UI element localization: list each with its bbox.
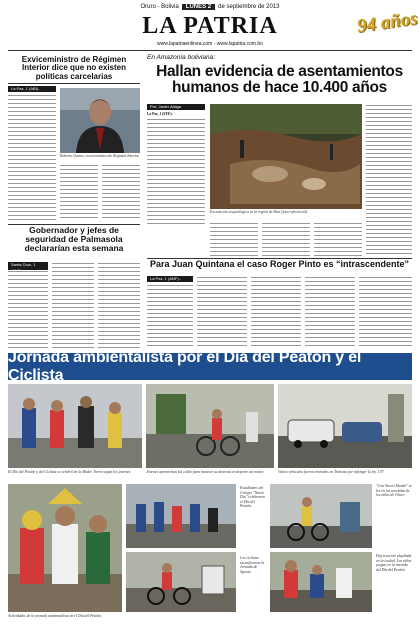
photo-caption-side-mid-bot: Los ciclistas escenificaron la Jornada de Agosto.: [240, 556, 265, 574]
main-column-2: [210, 222, 258, 256]
main-column-4: [314, 222, 362, 256]
city-label: Oruro - Bolivia: [140, 3, 179, 10]
main-byline: Por: Javier Aliaga: [147, 104, 205, 110]
article-left-top-headline-box: [8, 54, 140, 84]
article-left-top-headline[interactable]: Exviceministro de Régimen Interior dice que no existen políticas carcelarias: [21, 55, 127, 81]
para-juan-dateline: La Paz, 1 (ANF).-: [147, 276, 193, 282]
environmental-day-banner: [8, 348, 412, 384]
article-left-mid-column-1: [8, 270, 48, 348]
photo-parade-1: [8, 384, 142, 468]
para-juan-column-1: [147, 284, 193, 348]
para-juan-column-2: [197, 276, 247, 348]
masthead-rule: [8, 50, 412, 51]
photo-parade-3: [278, 384, 412, 468]
photo-parade-girls: [8, 384, 142, 468]
photo-caption-side-right-bot: Hay tracción alquilada en la ciudad. Los niños juegan en la avenida del Día del Peatón.: [376, 554, 412, 572]
photo-kids-playing: [270, 552, 372, 612]
photo-costumed-children: [8, 484, 122, 612]
article-left-top-column-3: [102, 164, 140, 220]
para-juan-column-3: [251, 276, 301, 348]
website-url[interactable]: www.lapatriaenlinea.com - www.lapatria.com.bo: [157, 41, 263, 47]
photo-roberto-quiroz: [60, 88, 140, 153]
article-left-top-photo-caption: Roberto Quiroz, exviceministro de Régimen Interior.: [60, 154, 140, 158]
article-left-top-dateline: La Paz, 1 (ABI).-: [8, 86, 56, 92]
left-mid-rule: [8, 224, 140, 225]
main-column-5: [366, 228, 412, 256]
main-column-right: [366, 104, 412, 226]
photo-parade-6: [270, 484, 372, 548]
article-left-mid-column-3: [98, 262, 140, 348]
photo-caption-bottom: Actividades de la jornada ambientalista en el Día del Peatón.: [8, 614, 102, 618]
newspaper-logo[interactable]: LA PATRIA: [142, 13, 278, 39]
main-kicker-box: [147, 54, 412, 64]
photo-caption-side-mid-top: Estudiantes del Colegio "Nuevo Día" celebraron el Día del Peatón.: [240, 486, 265, 509]
main-headline[interactable]: Hallan evidencia de asentamientos humanos de hace 10.400 años: [156, 64, 403, 97]
main-column-1: [147, 118, 205, 226]
masthead: [8, 13, 412, 47]
para-juan-column-4: [305, 276, 355, 348]
photo-street-cars: [278, 384, 412, 468]
date-day: LUNES 2: [182, 4, 215, 10]
para-juan-rule: [147, 258, 412, 259]
anniversary-badge: 94 años: [356, 7, 420, 38]
photo-parade-5: [126, 484, 236, 548]
photo-caption-1: El Día del Peatón y del Ciclista se celebró en la Madre Tierra según los jóvenes.: [8, 470, 132, 474]
main-kicker: En Amazonía boliviana:: [147, 54, 216, 61]
main-column-3: [262, 222, 310, 256]
date-rest: de septiembre de 2013: [218, 3, 280, 10]
article-left-top-column-2: [60, 164, 98, 220]
article-left-mid-headline[interactable]: Gobernador y jefes de seguridad de Palmasola declararían esta semana: [24, 226, 124, 253]
article-left-mid-headline-box: [8, 226, 140, 260]
photo-students-march: [126, 484, 236, 548]
main-photo-caption: Excavación arqueológica en la región de Beni (foto referencial).: [210, 210, 309, 214]
main-dateline: La Paz, 1 (EFE).-: [147, 112, 174, 116]
article-left-top-column-1b: [8, 186, 56, 220]
para-juan-headline[interactable]: Para Juan Quintana el caso Roger Pinto es “intrascendente”: [149, 260, 410, 269]
photo-parade-2: [146, 384, 274, 468]
article-left-top-column-1: [8, 94, 56, 184]
top-date-bar: [0, 0, 420, 13]
main-headline-box: [147, 64, 412, 102]
photo-parade-7: [126, 552, 236, 612]
photo-caption-3: Varios vehículos fueron retenidos en Tránsito por infringir la ley 1.97.: [278, 470, 385, 474]
banner-headline[interactable]: Jornada ambientalista por el Día del Peatón y el Ciclista: [8, 348, 362, 384]
article-left-mid-dateline: Santa Cruz, 1: [8, 262, 48, 274]
photo-cyclists: [270, 484, 372, 548]
photo-street-bikes: [146, 384, 274, 468]
photo-caption-2: Jóvenes aprovechan las calles para mostrar su destreza en deporte sin motor.: [146, 470, 264, 474]
photo-riders-street: [126, 552, 236, 612]
article-left-top-photo: [60, 88, 140, 153]
article-left-mid-column-2: [52, 262, 94, 348]
main-photo: [210, 104, 362, 209]
para-juan-headline-box: [147, 260, 412, 274]
photo-parade-8: [270, 552, 372, 612]
photo-excavation: [210, 104, 362, 209]
para-juan-column-5: [359, 276, 412, 348]
photo-caption-side-right-top: "Con Nuevo Mundo" se lee en las mochilas de los niños de Oruro.: [376, 484, 412, 498]
photo-parade-4: [8, 484, 122, 612]
